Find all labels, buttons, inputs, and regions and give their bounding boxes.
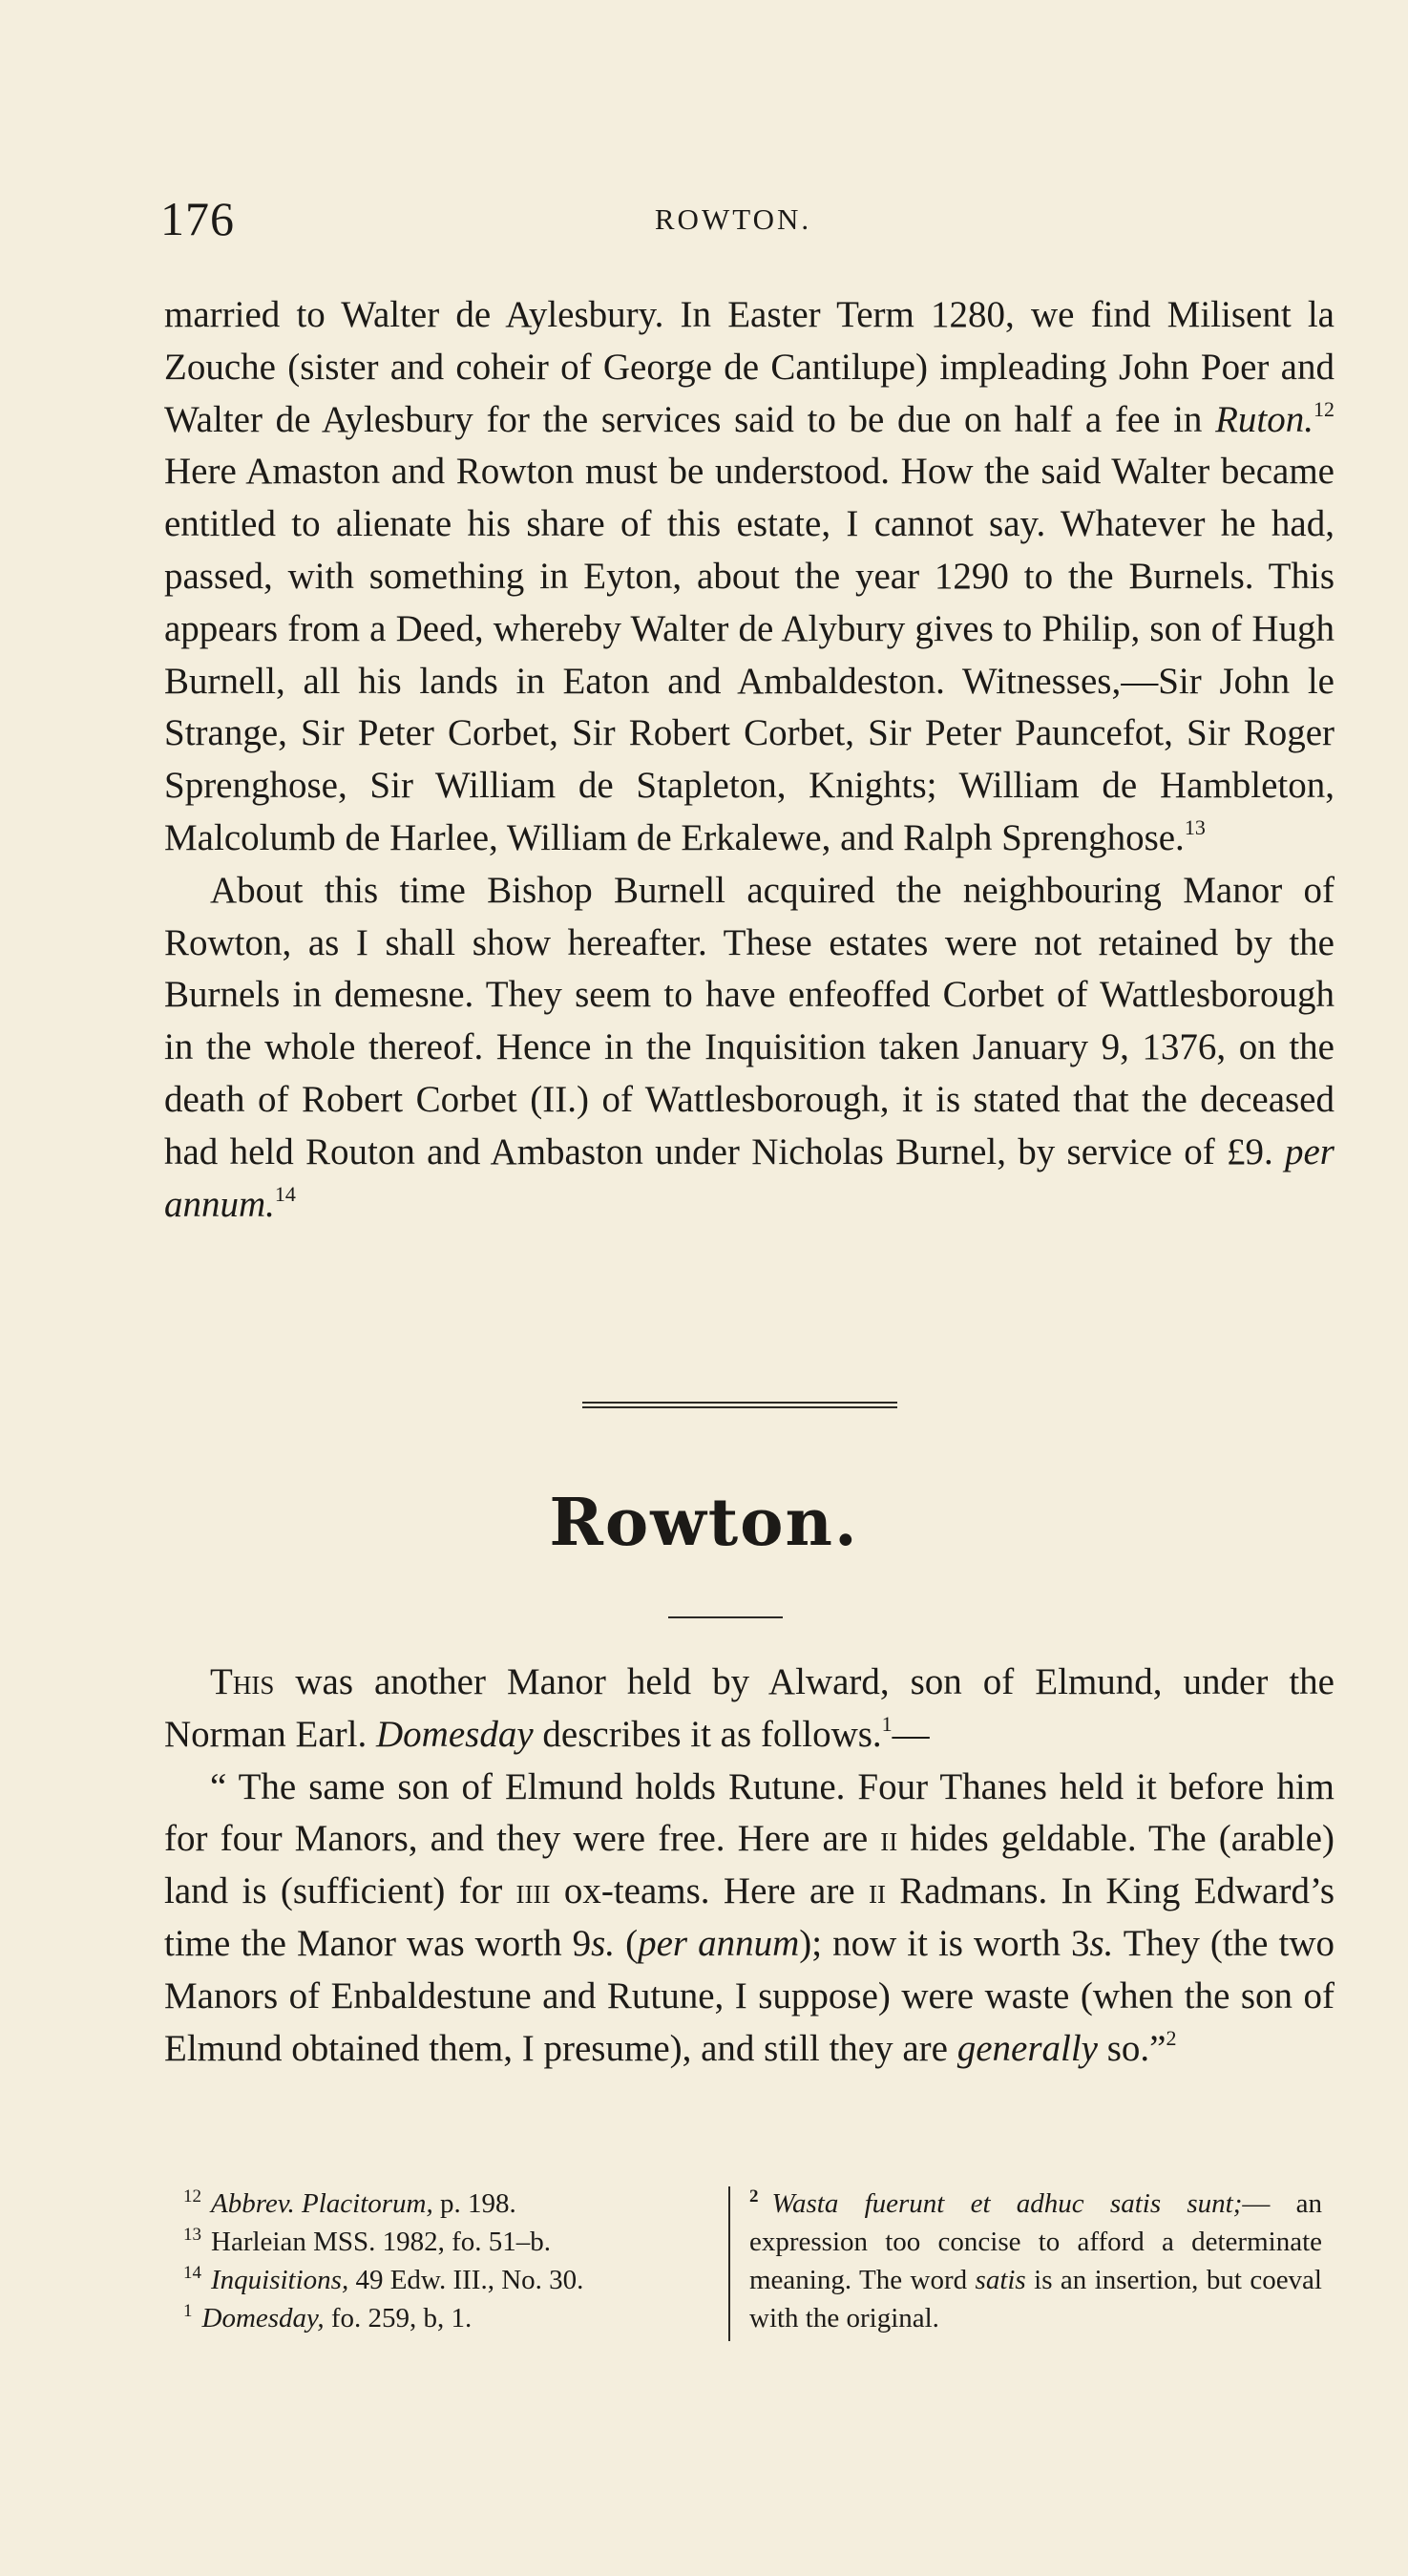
- footnote-ref: 2: [1166, 2025, 1177, 2050]
- footnote-text: p. 198.: [432, 2188, 516, 2219]
- section-body: [164, 1657, 1334, 2075]
- text-run: Here Amaston and Rowton must be understood. How the said Walter became entitled to alienate his share of this estate, I cannot say. Whatever he had, passed, with something in Eyton, about the year 1290 to the Burnels. This appears from a Deed, whereby Walter de Alybury gives to Philip, son of Hugh Burnell, all his lands in Eaton and Ambaldeston. Witnesses,—Sir John le Strange, Sir Peter Corbet, Sir Robert Corbet, Sir Peter Pauncefot, Sir Roger Sprenghose, Sir William de Stapleton, Knights; William de Hambleton, Malcolumb de Harlee, William de Erkalewe, and Ralph Sprenghose.: [164, 451, 1334, 858]
- footnote-ref: 12: [1313, 396, 1334, 421]
- text-run: ox-teams. Here are: [550, 1870, 869, 1912]
- italic-text: generally: [956, 2027, 1098, 2069]
- quotation-paragraph: [164, 1762, 1334, 2076]
- italic-text: Inquisitions,: [211, 2265, 349, 2295]
- footnote-ref: 1: [881, 1711, 893, 1736]
- roman-numeral: ii: [868, 1870, 886, 1912]
- footnote-mark: 13: [183, 2225, 201, 2245]
- page-header: [160, 191, 1306, 248]
- title-underline: [668, 1616, 783, 1618]
- italic-text: Wasta fuerunt et adhuc satis sunt;: [771, 2188, 1243, 2219]
- italic-text: s.: [1089, 1922, 1114, 1964]
- footnote-mark: 14: [183, 2263, 201, 2283]
- text-run: About this time Bishop Burnell acquired the neighbouring Manor of Rowton, as I shall show hereafter. These estates were not retained by the Burnels in demesne. They seem to have enfeoffed Corbet of Wattlesborough in the whole thereof. Hence in the Inquisition taken January 9, 1376, on the death of Robert Corbet (II.) of Wattlesborough, it is stated that the deceased had held Routon and Ambaston under Nicholas Burnel, by service of £9.: [164, 869, 1334, 1172]
- italic-text: per annum.: [164, 1130, 1334, 1225]
- italic-text: per annum: [638, 1922, 800, 1964]
- footnotes-left-column: [183, 2185, 718, 2337]
- italic-text: Domesday: [376, 1713, 534, 1755]
- footnotes: [172, 2185, 1332, 2347]
- footnote-text: 49 Edw. III., No. 30.: [348, 2265, 584, 2295]
- italic-text: satis: [975, 2265, 1026, 2295]
- section-divider: [582, 1402, 897, 1408]
- footnote: [183, 2185, 718, 2223]
- footnote-text: fo. 259, b, 1.: [324, 2303, 473, 2333]
- text-run: ); now it is worth 3: [799, 1922, 1090, 1964]
- small-caps-text: This: [210, 1661, 275, 1702]
- footnote: [183, 2223, 718, 2261]
- text-run: Radmans. In King Edward’s time the Manor was worth 9: [164, 1870, 1334, 1964]
- text-run: They (the two Manors of Enbaldestune and Rutune, I suppose) were waste (when the son of Elmund obtained them, I presume), and still they are: [164, 1922, 1334, 2069]
- footnote-ref: 13: [1184, 814, 1206, 839]
- paragraph: [164, 865, 1334, 1232]
- roman-numeral: iiii: [515, 1870, 551, 1912]
- footnote-mark: 2: [749, 2186, 759, 2206]
- footnote: [183, 2261, 718, 2299]
- footnote-mark: 1: [183, 2301, 193, 2321]
- running-head: ROWTON.: [654, 202, 812, 236]
- text-run: was another Manor held by Alward, son of Elmund, under the Norman Earl.: [164, 1661, 1334, 1755]
- footnote-text: is an insertion, but coeval with the original.: [749, 2265, 1322, 2333]
- italic-text: s.: [591, 1922, 616, 1964]
- paragraph: [164, 1657, 1334, 1762]
- footnotes-right-column: [749, 2185, 1322, 2337]
- footnote-text: — an expression too concise to afford a determinate meaning. The word: [749, 2188, 1322, 2295]
- text-run: describes it as follows.: [533, 1713, 882, 1755]
- text-run: married to Walter de Aylesbury. In Easter Term 1280, we find Milisent la Zouche (sister and coheir of George de Cantilupe) impleading John Poer and Walter de Aylesbury for the services said to be due on half a fee in: [164, 294, 1334, 440]
- footnote-ref: 14: [274, 1181, 296, 1206]
- footnote: [183, 2299, 718, 2337]
- footnote-text: Harleian MSS. 1982, fo. 51–b.: [211, 2227, 552, 2257]
- paragraph: [164, 289, 1334, 865]
- italic-text: Abbrev. Placitorum,: [211, 2188, 433, 2219]
- body-text-continued: [164, 289, 1334, 1231]
- footnote-column-divider: [728, 2186, 730, 2341]
- text-run: “ The same son of Elmund holds Rutune. Four Thanes held it before him for four Manors, and they were free. Here are: [164, 1765, 1334, 1860]
- page-number: 176: [160, 192, 235, 245]
- footnote: [749, 2185, 1322, 2337]
- italic-text: Domesday,: [201, 2303, 325, 2333]
- roman-numeral: ii: [880, 1818, 898, 1860]
- section-title: Rowton.: [549, 1485, 859, 1561]
- text-run: so.”: [1097, 2027, 1166, 2069]
- text-run: hides geldable. The (arable) land is (sufficient) for: [164, 1818, 1334, 1912]
- italic-text: Ruton.: [1215, 398, 1313, 440]
- text-run: —: [892, 1713, 930, 1755]
- text-run: (: [615, 1922, 639, 1964]
- footnote-mark: 12: [183, 2186, 201, 2206]
